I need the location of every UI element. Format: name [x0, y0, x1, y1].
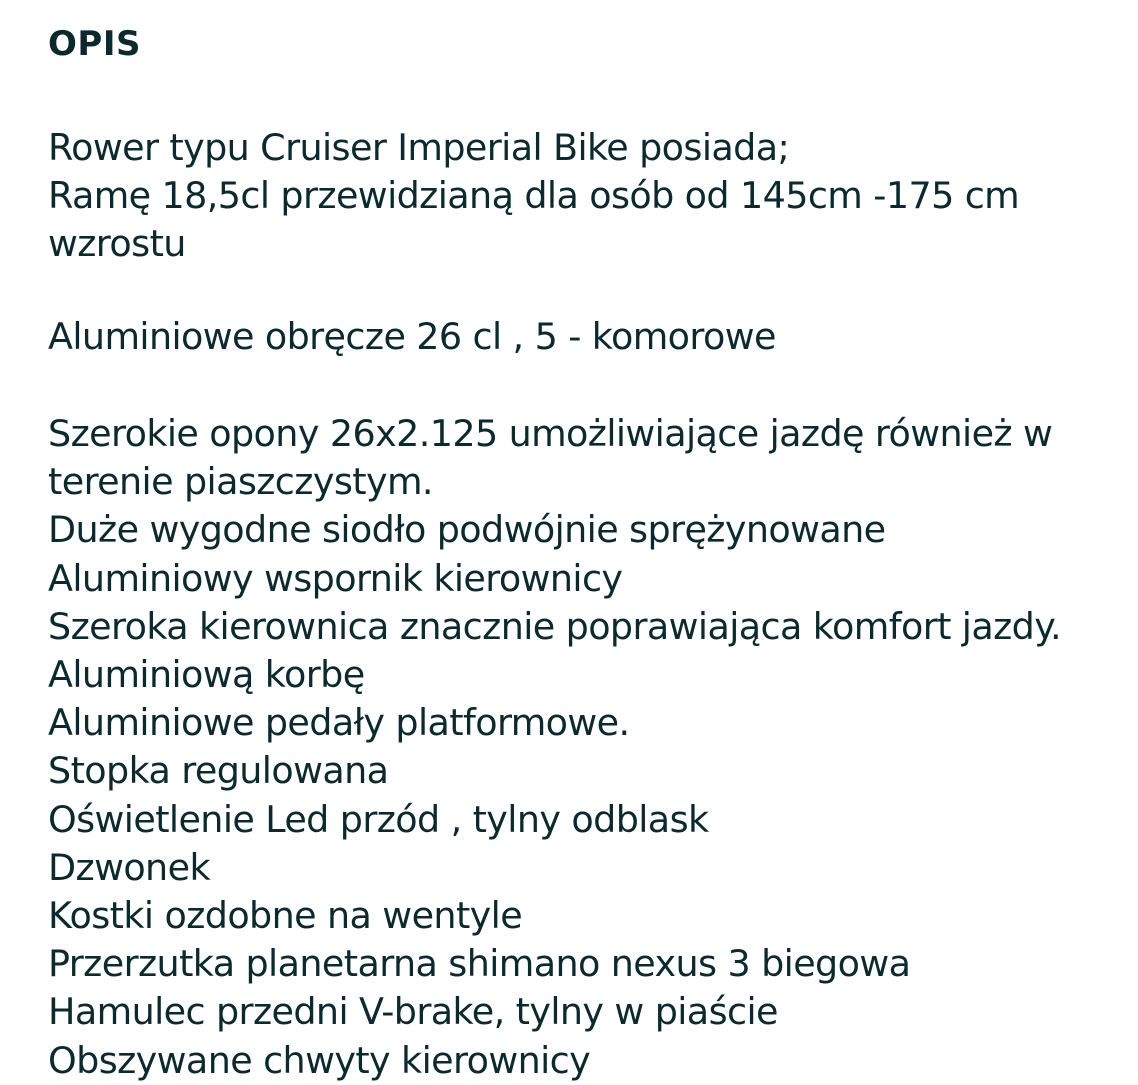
- section-title: OPIS: [48, 24, 141, 64]
- paragraph-intro: [48, 124, 1019, 269]
- text-line: Aluminiowy wspornik kierownicy: [48, 556, 623, 600]
- text-line: Rower typu Cruiser Imperial Bike posiada;: [48, 126, 790, 169]
- text-line: wzrostu: [48, 222, 186, 266]
- text-line: Hamulec przedni V-brake, tylny w piaście: [48, 990, 778, 1034]
- text-line: Aluminiowe pedały platformowe.: [48, 701, 630, 745]
- text-line: Stopka regulowana: [48, 749, 389, 793]
- text-line: Dzwonek: [48, 845, 210, 889]
- text-line: Szerokie opony 26x2.125 umożliwiające jazdę również w: [48, 412, 1053, 455]
- text-line: Aluminiową korbę: [48, 653, 365, 697]
- text-line: Obszywane chwyty kierownicy: [48, 1038, 591, 1082]
- text-line: Aluminiowe obręcze 26 cl , 5 - komorowe: [48, 315, 776, 358]
- text-line: terenie piaszczystym.: [48, 460, 433, 504]
- text-line: Szeroka kierownica znacznie poprawiająca komfort jazdy.: [48, 604, 1062, 648]
- paragraph-rims: [48, 313, 776, 361]
- text-line: Przerzutka planetarna shimano nexus 3 biegowa: [48, 942, 911, 986]
- text-line: Kostki ozdobne na wentyle: [48, 894, 523, 938]
- text-line: Ramę 18,5cl przewidzianą dla osób od 145cm -175 cm: [48, 174, 1020, 218]
- text-line: Duże wygodne siodło podwójnie sprężynowane: [48, 508, 886, 552]
- paragraph-features: [48, 410, 1061, 1085]
- text-line: Oświetlenie Led przód , tylny odblask: [48, 797, 709, 841]
